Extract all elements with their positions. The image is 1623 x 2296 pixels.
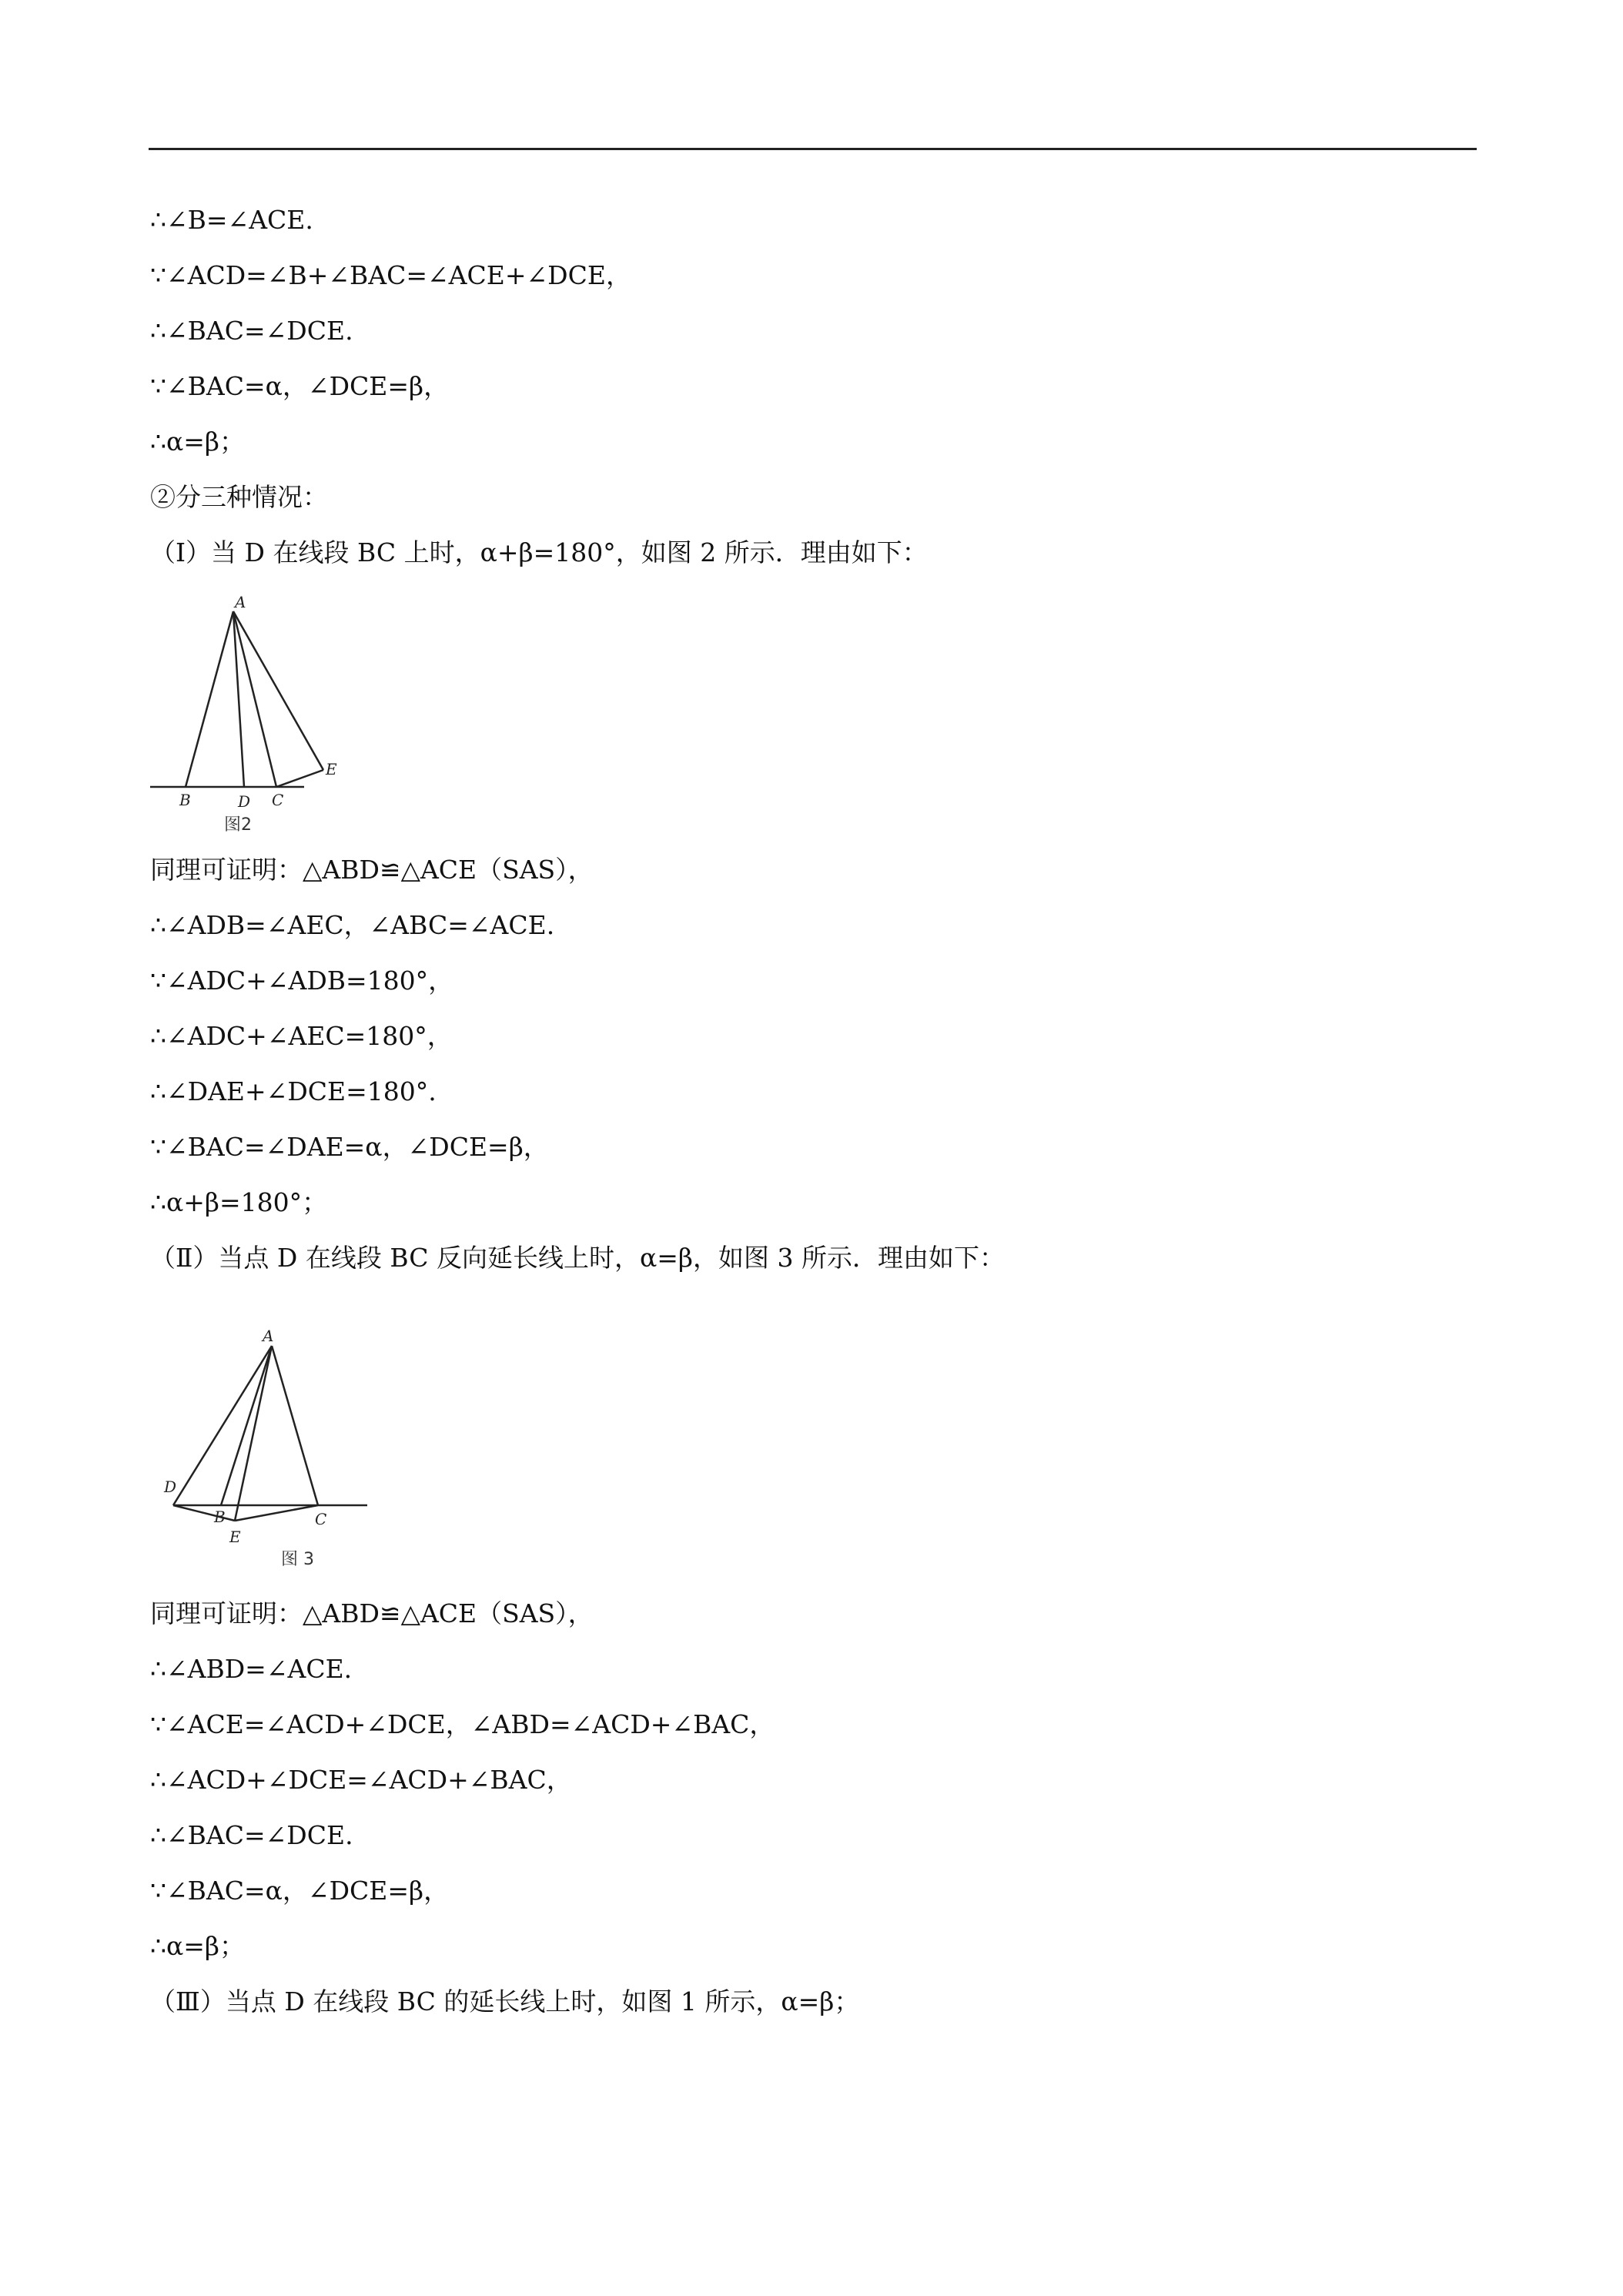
segment-ae bbox=[233, 611, 323, 770]
text-line: ∴∠ADB=∠AEC，∠ABC=∠ACE. bbox=[150, 910, 555, 940]
text-line: ∴α=β； bbox=[150, 1931, 246, 1961]
segment-ce bbox=[276, 770, 323, 787]
text-line: ∵∠BAC=∠DAE=α，∠DCE=β， bbox=[150, 1132, 549, 1162]
text-line: ∴∠BAC=∠DCE. bbox=[150, 316, 353, 346]
figure-3-diagram bbox=[150, 1286, 381, 1586]
label-a: A bbox=[235, 593, 246, 611]
text-line: ∴∠ADC+∠AEC=180°， bbox=[150, 1021, 453, 1051]
label-e: E bbox=[229, 1528, 241, 1546]
text-line: ∵∠BAC=α，∠DCE=β， bbox=[150, 1876, 450, 1906]
text-line: 同理可证明：△ABD≌△ACE（SAS）， bbox=[150, 1598, 594, 1628]
label-b: B bbox=[179, 791, 191, 809]
label-d: D bbox=[164, 1478, 177, 1496]
text-line: ∴∠ABD=∠ACE. bbox=[150, 1654, 353, 1684]
segment-ad bbox=[173, 1346, 272, 1505]
label-a: A bbox=[263, 1327, 274, 1345]
text-line: ∵∠ACE=∠ACD+∠DCE，∠ABD=∠ACD+∠BAC， bbox=[150, 1709, 775, 1739]
case-2-heading: （Ⅱ）当点 D 在线段 BC 反向延长线上时，α=β，如图 3 所示．理由如下： bbox=[150, 1243, 1005, 1273]
figure-2 bbox=[150, 581, 350, 842]
segment-ad bbox=[233, 611, 244, 787]
figure-2-caption: 图2 bbox=[224, 815, 252, 835]
text-line: ∴α+β=180°； bbox=[150, 1187, 328, 1217]
figure-3-caption: 图 3 bbox=[281, 1550, 314, 1569]
solution-body bbox=[150, 192, 1474, 2030]
text-line: ∵∠BAC=α，∠DCE=β， bbox=[150, 371, 450, 401]
text-line: ∴α=β； bbox=[150, 427, 246, 457]
header-rule bbox=[149, 148, 1477, 150]
text-line: ∵∠ACD=∠B+∠BAC=∠ACE+∠DCE， bbox=[150, 260, 631, 290]
segment-ac bbox=[233, 611, 276, 787]
label-e: E bbox=[326, 760, 337, 778]
segment-ae bbox=[235, 1346, 272, 1521]
text-line: ∴∠DAE+∠DCE=180°. bbox=[150, 1076, 437, 1106]
segment-de bbox=[173, 1505, 235, 1521]
case-3-heading: （Ⅲ）当点 D 在线段 BC 的延长线上时，如图 1 所示，α=β； bbox=[150, 1986, 860, 2017]
text-line: 同理可证明：△ABD≌△ACE（SAS）， bbox=[150, 855, 594, 885]
text-line: ∴∠B=∠ACE. bbox=[150, 205, 313, 235]
segment-ac bbox=[272, 1346, 318, 1505]
figure-3 bbox=[150, 1286, 381, 1586]
label-d: D bbox=[238, 792, 251, 811]
segment-ec bbox=[235, 1505, 318, 1521]
text-line: ∴∠ACD+∠DCE=∠ACD+∠BAC， bbox=[150, 1765, 572, 1795]
text-line: ∵∠ADC+∠ADB=180°， bbox=[150, 966, 454, 996]
text-line: ②分三种情况： bbox=[150, 482, 328, 512]
label-c: C bbox=[272, 791, 284, 809]
segment-ab bbox=[221, 1346, 272, 1505]
segment-ab bbox=[186, 611, 233, 787]
label-c: C bbox=[315, 1510, 327, 1528]
figure-2-diagram bbox=[150, 581, 350, 842]
case-1-heading: （Ⅰ）当 D 在线段 BC 上时，α+β=180°，如图 2 所示．理由如下： bbox=[150, 537, 928, 567]
text-line: ∴∠BAC=∠DCE. bbox=[150, 1820, 353, 1850]
label-b: B bbox=[214, 1508, 226, 1526]
